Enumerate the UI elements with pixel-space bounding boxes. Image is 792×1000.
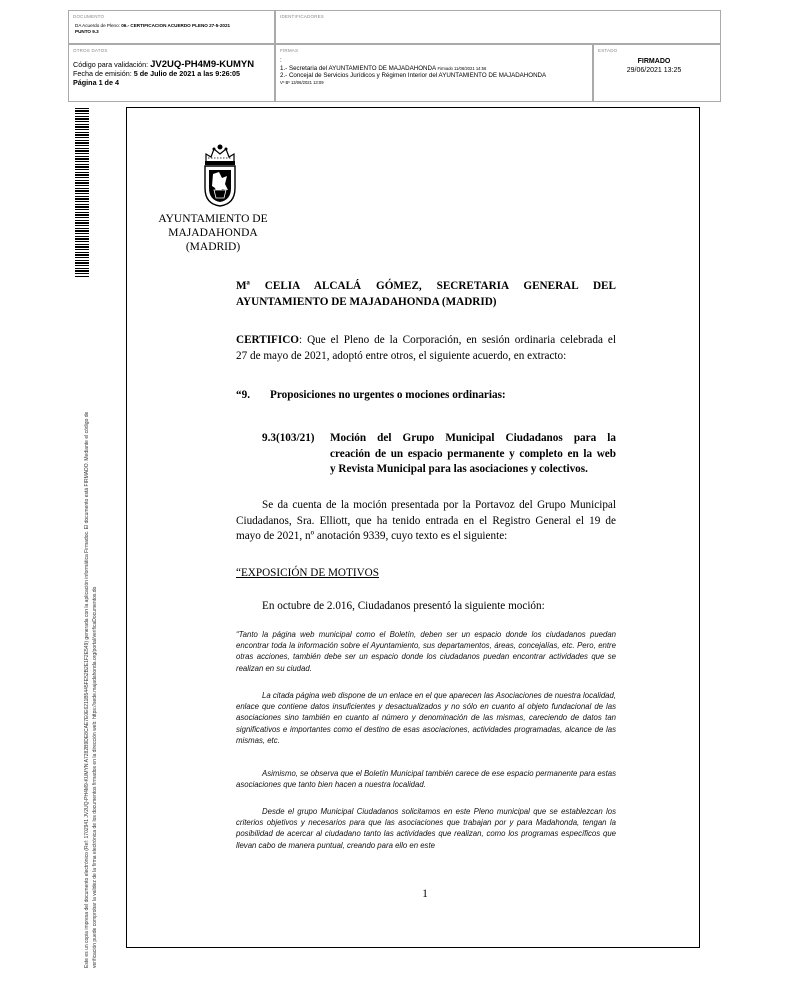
title-line-1: Mª CELIA ALCALÁ GÓMEZ, SECRETARIA GENERAL DEL: [236, 280, 616, 292]
header-estado-cell: [593, 44, 721, 102]
quote-paragraph-1: “Tanto la página web municipal como el Boletín, deben ser un espacio donde los ciudadanos puedan encontrar toda la información sobre el Ayuntamiento, sus departamentos, áreas, concejalías, etc. Pero, entre otras acciones, también debe ser un espacio donde los ciudadanos puedan encontrar actividades que se realizan en su ciudad.: [236, 630, 616, 673]
page-number: 1: [422, 888, 428, 900]
estado-label: ESTADO: [598, 48, 618, 53]
otros-datos-label: OTROS DATOS: [73, 48, 108, 53]
firma-2: 2.- Concejal de Servicios Jurídicos y Régimen Interior del AYUNTAMIENTO DE MAJADAHONDA: [280, 72, 547, 80]
firma-1: 1.- Secretaria del AYUNTAMIENTO DE MAJADAHONDA Firmado 11/06/2021 14:56: [280, 64, 487, 72]
header-documento-cell: [68, 10, 275, 44]
fecha-emision: Fecha de emisión: 5 de Julio de 2021 a las 9:26:05: [73, 69, 241, 78]
estado-date: 29/06/2021 13:25: [626, 66, 682, 74]
documento-label: DOCUMENTO: [73, 14, 105, 19]
letterhead-line-2: MAJADAHONDA: [168, 227, 258, 239]
codigo-validacion: Código para validación: JV2UQ-PH4M9-KUMYN: [73, 59, 255, 70]
coat-of-arms-icon: [200, 142, 240, 208]
barcode: [75, 108, 89, 278]
exposicion-title: “EXPOSICIÓN DE MOTIVOS: [236, 567, 379, 579]
header-identificadores-cell: [275, 10, 721, 44]
paragraph-octubre: En octubre de 2.016, Ciudadanos presentó la siguiente moción:: [262, 600, 545, 612]
firmas-label: FIRMAS: [280, 48, 299, 53]
quote-paragraph-3: Asimismo, se observa que el Boletín Municipal también carece de ese espacio permanente para estas asociaciones que tanto bien hacen a nuestra localidad.: [236, 769, 616, 790]
section-heading: [236, 388, 616, 404]
doc-title: [236, 279, 616, 310]
section-title: Proposiciones no urgentes o mociones ordinarias:: [270, 389, 506, 401]
item-line-2: creación de un espacio permanente y completo en la web: [330, 447, 616, 460]
header-firmas-cell: FIRMAS : 1.- Secretaria del AYUNTAMIENTO DE MAJADAHONDA Firmado 11/06/2021 14:56 2.- Concejal de Servicios Jurídicos y Régimen Interior del AYUNTAMIENTO DE MAJADAHONDA Vº Bº 13/06/2021 13:09: [275, 44, 593, 102]
quote-paragraph-4: Desde el grupo Municipal Ciudadanos solicitamos en este Pleno municipal que se establezcan los criterios objetivos y necesarios para que las asociaciones que trabajan por y para Madahonda, tengan la posibilidad de acercar al ciudadano tanto las actividades que realizan, como los programas específicos que llevan cabo de manera puntual, creando para ello en este: [236, 807, 616, 850]
item-number: 9.3(103/21): [262, 432, 315, 444]
pagina-count: Página 1 de 4: [73, 78, 119, 87]
certifico-label: CERTIFICO: [236, 334, 300, 346]
side-verification-text-1: Este es un copia impresa del documento electrónico (Ref: 1702941 JV2UQ-PH4M9-KUMYN A7282B9DE8CAE7E0E6211B5445FE52B2E1F2E549) generada con la aplicación informática Firmadoc. El documento está FIRMADO. Mediante el código de: [84, 411, 90, 968]
estado-value: FIRMADO: [637, 58, 671, 65]
firma-2-date: Vº Bº 13/06/2021 13:09: [280, 79, 324, 85]
letterhead-line-3: (MADRID): [185, 241, 241, 253]
header-otros-cell: [68, 44, 275, 102]
letterhead-line-1: AYUNTAMIENTO DE: [158, 213, 268, 225]
certifico-paragraph: CERTIFICO: Que el Pleno de la Corporación, en sesión ordinaria celebrada el 27 de mayo de 2021, adoptó entre otros, el siguiente acuerdo, en extracto:: [236, 334, 616, 362]
quote-paragraph-2: La citada página web dispone de un enlace en el que aparecen las Asociaciones de nuestra localidad, enlace que contiene datos insuficientes y desactualizados y no sólo en cuanto al objeto fundacional de las asociaciones sino también en cuanto al número y denominación de las mismas, careciendo de datos tan significativos e importantes como el destino de esas asociaciones, actividades programadas, alcance de las mismas, etc.: [236, 691, 616, 745]
identificadores-label: IDENTIFICADORES: [280, 14, 325, 19]
title-line-2: AYUNTAMIENTO DE MAJADAHONDA (MADRID): [236, 295, 497, 308]
paragraph-mocion: Se da cuenta de la moción presentada por la Portavoz del Grupo Municipal Ciudadanos, Sra. Elliott, que ha tenido entrada en el Registro General el 19 de mayo de 2021, nº anotación 9339, cuyo texto es el siguiente:: [236, 499, 616, 543]
section-number: “9.: [236, 389, 250, 401]
item-line-1: Moción del Grupo Municipal Ciudadanos para la: [330, 432, 616, 444]
letterhead: [158, 212, 268, 254]
item-line-3: y Revista Municipal para las asociaciones y colectivos.: [330, 463, 588, 476]
item-heading: [262, 431, 616, 478]
documento-name: DA Acuerdo de Pleno: 06.- CERTIFICACION ACUERDO PLENO 27-5-2021 PUNTO 9.3: [75, 23, 231, 34]
side-verification-text-2: verificación puede comprobar la validez de la firma electrónica de los documentos firmados en la dirección web: https://sede.majadahonda.org/portal/verificaDocumentos.do: [92, 586, 98, 968]
